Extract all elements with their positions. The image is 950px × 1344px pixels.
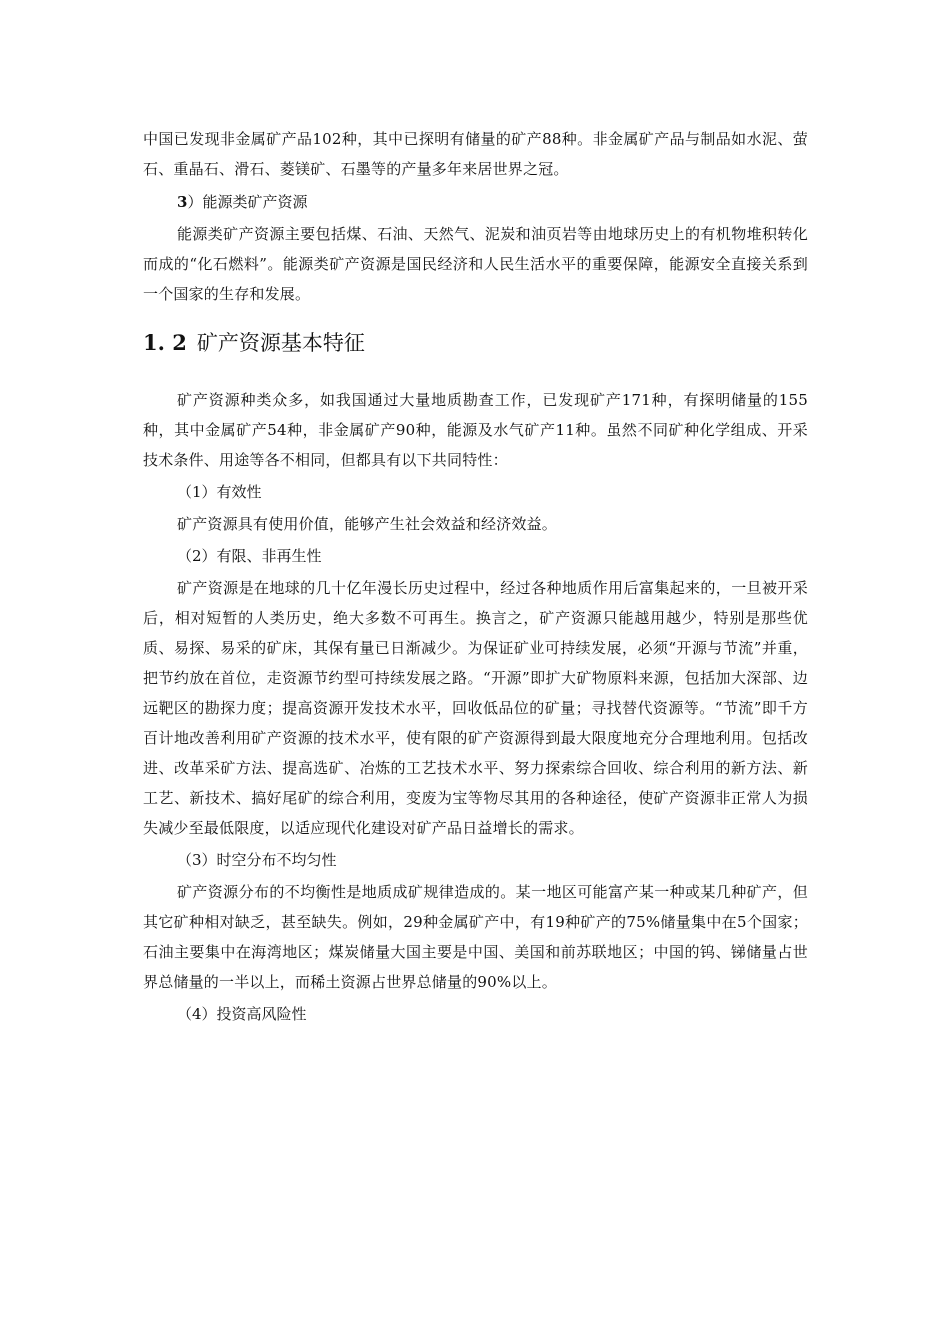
paragraph-intro: 矿产资源种类众多，如我国通过大量地质勘查工作，已发现矿产171种，有探明储量的155种，其中金属矿产54种，非金属矿产90种，能源及水气矿产11种。虽然不同矿种化学组成、开采技术条件、用途等各不相同，但都具有以下共同特性：	[143, 391, 808, 469]
subheading-energy-minerals	[143, 187, 808, 217]
subheading-text: ）能源类矿产资源	[187, 193, 308, 211]
item-heading-effectiveness: （1）有效性	[177, 483, 262, 501]
paragraph-nonrenewable: 矿产资源是在地球的几十亿年漫长历史过程中，经过各种地质作用后富集起来的，一旦被开采后，相对短暂的人类历史，绝大多数不可再生。换言之，矿产资源只能越用越少，特别是那些优质、易探、易采的矿床，其保有量已日渐减少。为保证矿业可持续发展，必须“开源与节流”并重，把节约放在首位，走资源节约型可持续发展之路。“开源”即扩大矿物原料来源，包括加大深部、边远靶区的勘探力度；提高资源开发技术水平，回收低品位的矿量；寻找替代资源等。“节流”即千方百计地改善利用矿产资源的技术水平，使有限的矿产资源得到最大限度地充分合理地利用。包括改进、改革采矿方法、提高选矿、冶炼的工艺技术水平、努力探索综合回收、综合利用的新方法、新工艺、新技术、搞好尾矿的综合利用，变废为宝等物尽其用的各种途径，使矿产资源非正常人为损失减少至最低限度，以适应现代化建设对矿产品日益增长的需求。	[143, 579, 808, 837]
section-number: 1. 2	[143, 330, 187, 355]
subheading-number: 3	[177, 193, 188, 211]
paragraph-nonmetal-continuation: 中国已发现非金属矿产品102种，其中已探明有储量的矿产88种。非金属矿产品与制品如水泥、萤石、重晶石、滑石、菱镁矿、石墨等的产量多年来居世界之冠。	[143, 130, 808, 178]
item-heading-nonrenewable: （2）有限、非再生性	[177, 547, 322, 565]
section-title-text: 矿产资源基本特征	[196, 331, 365, 355]
paragraph-energy-minerals: 能源类矿产资源主要包括煤、石油、天然气、泥炭和油页岩等由地球历史上的有机物堆积转化而成的“化石燃料”。能源类矿产资源是国民经济和人民生活水平的重要保障，能源安全直接关系到一个国家的生存和发展。	[143, 225, 808, 303]
document-page	[143, 124, 808, 1031]
paragraph-uneven-distribution: 矿产资源分布的不均衡性是地质成矿规律造成的。某一地区可能富产某一种或某几种矿产，但其它矿种相对缺乏，甚至缺失。例如，29种金属矿产中，有19种矿产的75%储量集中在5个国家；石油主要集中在海湾地区；煤炭储量大国主要是中国、美国和前苏联地区；中国的钨、锑储量占世界总储量的一半以上，而稀土资源占世界总储量的90%以上。	[143, 883, 808, 991]
paragraph-effectiveness: 矿产资源具有使用价值，能够产生社会效益和经济效益。	[177, 515, 558, 533]
section-heading	[143, 325, 808, 361]
item-heading-uneven-distribution: （3）时空分布不均匀性	[177, 851, 337, 869]
item-heading-investment-risk: （4）投资高风险性	[177, 1005, 307, 1023]
